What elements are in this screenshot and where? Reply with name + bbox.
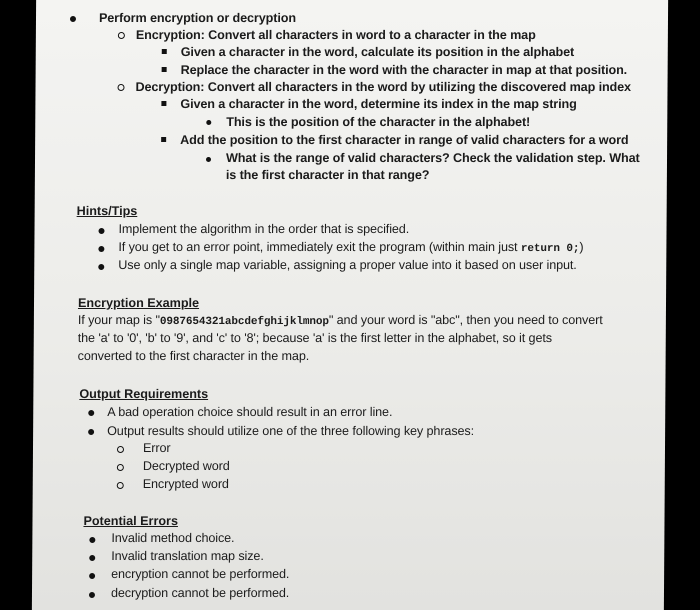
bullet-circle — [117, 464, 124, 471]
bullet-dot — [89, 573, 95, 579]
list-item — [118, 240, 583, 257]
bullet-square — [162, 49, 167, 54]
bullet-square — [162, 67, 167, 72]
document-page — [32, 0, 668, 610]
list-item: decryption cannot be performed. — [110, 586, 290, 600]
bullet-dot — [98, 246, 104, 252]
bullet-dot — [89, 537, 95, 543]
bullet-dot — [206, 120, 211, 125]
list-item: encryption cannot be performed. — [111, 567, 290, 581]
list-item: Given a character in the word, calculate its position in the alphabet — [180, 45, 575, 59]
bullet-square — [161, 101, 166, 106]
key-phrase: Encrypted word — [142, 477, 229, 491]
inline-code: return 0; — [520, 243, 580, 255]
list-item: This is the position of the character in the alphabet! — [226, 115, 531, 129]
hint-text-end: ) — [579, 240, 584, 254]
list-item: What is the range of valid characters? Check the validation step. What — [225, 151, 640, 165]
list-item: Invalid method choice. — [111, 531, 235, 545]
section-heading: Encryption Example — [77, 296, 200, 310]
list-item: A bad operation choice should result in an error line. — [107, 405, 393, 419]
bullet-circle — [118, 32, 125, 39]
section-heading: Potential Errors — [83, 514, 179, 528]
section-heading: Output Requirements — [79, 387, 209, 401]
list-item: Add the position to the first character in range of valid characters for a word — [180, 133, 629, 147]
list-item: Output results should utilize one of the three following key phrases: — [107, 424, 475, 438]
key-phrase: Decrypted word — [142, 459, 230, 473]
section-heading: Hints/Tips — [76, 204, 138, 218]
list-item: Replace the character in the word with the character in map at that position. — [180, 63, 628, 77]
list-item: Implement the algorithm in the order that is specified. — [118, 222, 410, 236]
bullet-circle — [117, 482, 124, 489]
list-item-continued: is the first character in that range? — [225, 168, 430, 182]
example-text-end: " and your word is "abc", then you need to convert — [328, 313, 603, 327]
bullet-dot — [89, 555, 95, 561]
paragraph-line: converted to the first character in the map. — [77, 349, 310, 363]
bullet-dot — [70, 16, 76, 22]
bullet-dot — [89, 592, 95, 598]
hint-text: If you get to an error point, immediately exit the program (within main just — [118, 240, 521, 254]
bullet-dot — [88, 429, 94, 435]
bullet-dot — [98, 228, 104, 234]
example-text: If your map is " — [77, 313, 160, 327]
list-item: Given a character in the word, determine its index in the map string — [180, 97, 577, 111]
inline-code: 0987654321abcdefghijklmnop — [159, 316, 329, 328]
bullet-square — [161, 137, 166, 142]
bullet-circle — [117, 446, 124, 453]
paragraph-line — [78, 313, 603, 330]
bullet-dot — [88, 410, 94, 416]
list-item: Perform encryption or decryption — [98, 11, 296, 25]
bullet-dot — [98, 264, 104, 270]
list-item: Use only a single map variable, assigning a proper value into it based on user input. — [118, 258, 577, 272]
list-item: Decryption: Convert all characters in the word by utilizing the discovered map index — [135, 80, 632, 94]
list-item: Invalid translation map size. — [111, 549, 264, 563]
key-phrase: Error — [142, 441, 171, 455]
paragraph-line: the 'a' to '0', 'b' to '9', and 'c' to '8'; because 'a' is the first letter in the alphabet, so it gets — [77, 331, 553, 345]
bullet-circle — [117, 84, 124, 91]
bullet-dot — [206, 157, 211, 162]
list-item: Encryption: Convert all characters in word to a character in the map — [135, 28, 536, 42]
